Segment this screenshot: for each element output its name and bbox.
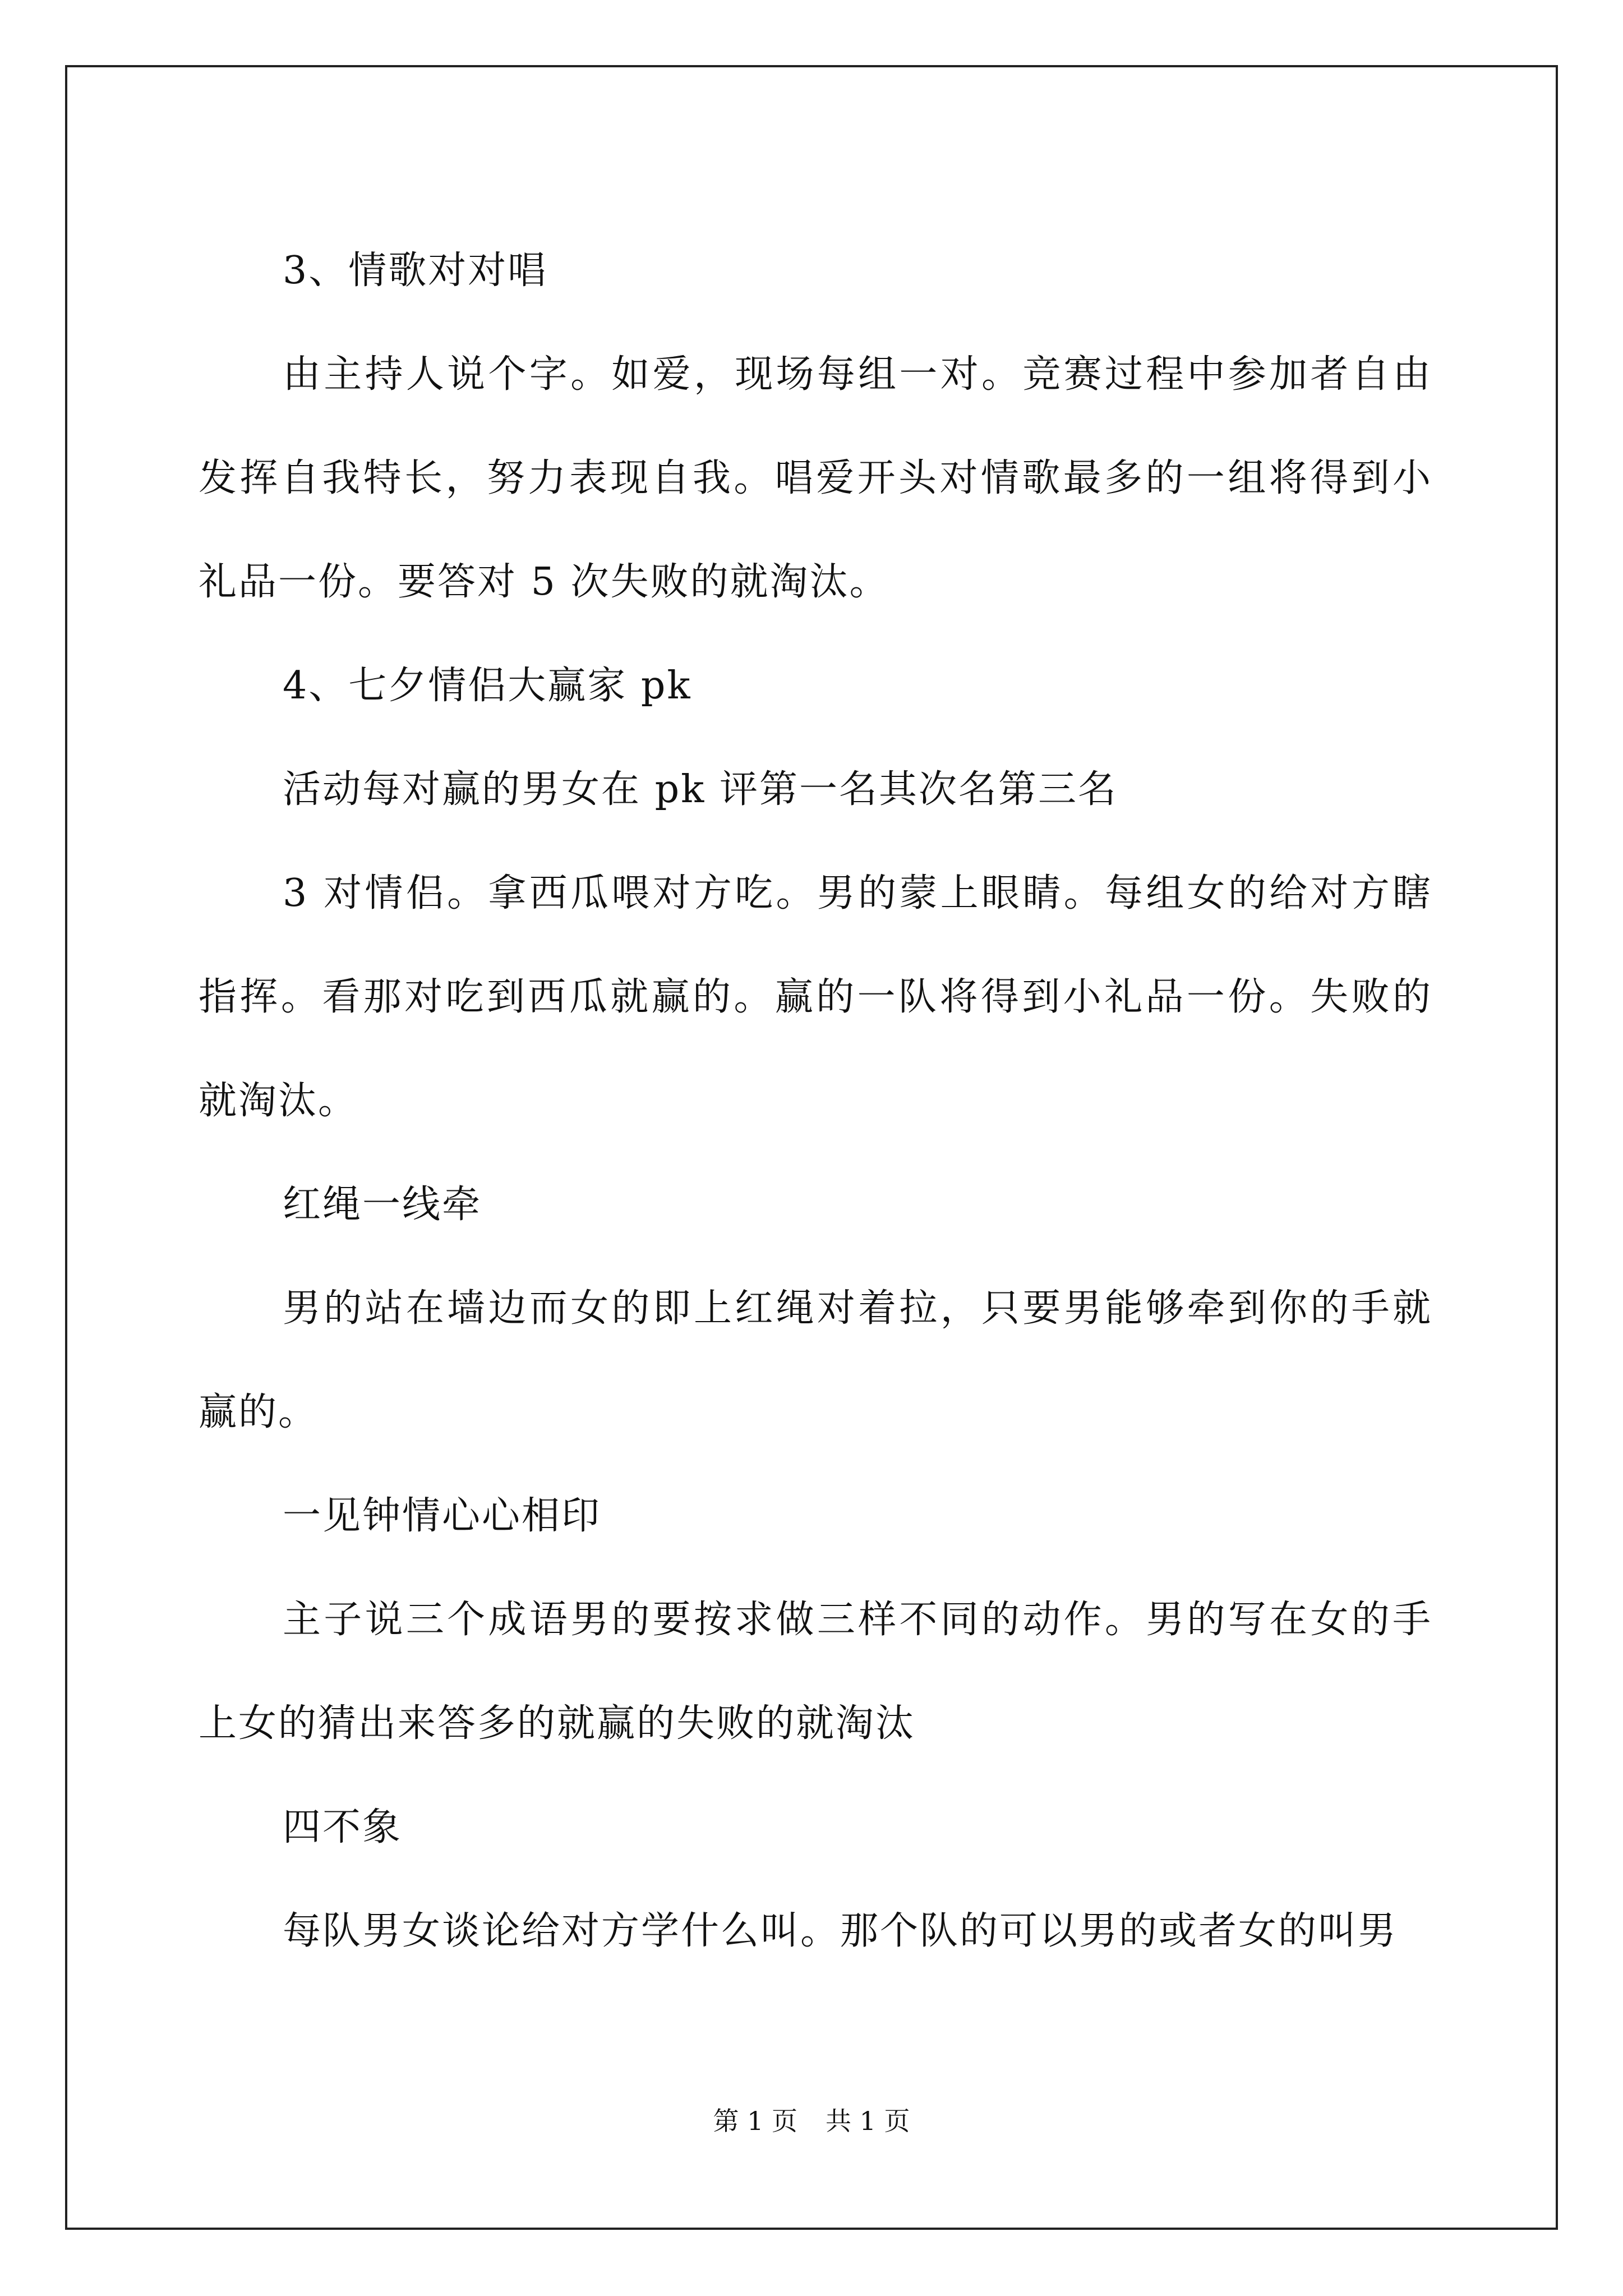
paragraph-pk-ranking: 活动每对赢的男女在 pk 评第一名其次名第三名: [283, 767, 1118, 812]
page-footer: [0, 2101, 1623, 2138]
paragraph-love-song-rules: 由主持人说个字。如爱，现场每组一对。竞赛过程中参加者自由发挥自我特长，努力表现自我。唱爱开头对情歌最多的一组将得到小礼品一份。要答对 5 次失败的就淘汰。: [199, 352, 1432, 604]
document-body: [199, 219, 1432, 1983]
section-heading-love-at-first-sight: 一见钟情心心相印: [283, 1494, 602, 1538]
section-heading-couple-pk: 4、七夕情侣大赢家 pk: [283, 664, 692, 708]
section-heading-red-rope: 红绳一线牵: [283, 1182, 482, 1227]
section-heading-four-unlike: 四不象: [283, 1805, 403, 1849]
paragraph-watermelon-game: 3 对情侣。拿西瓜喂对方吃。男的蒙上眼睛。每组女的给对方瞎指挥。看那对吃到西瓜就赢的。赢的一队将得到小礼品一份。失败的就淘汰。: [199, 871, 1432, 1123]
paragraph-four-unlike-rules: 每队男女谈论给对方学什么叫。那个队的可以男的或者女的叫男: [283, 1909, 1398, 1953]
paragraph-idiom-game: 主子说三个成语男的要按求做三样不同的动作。男的写在女的手上女的猜出来答多的就赢的失败的就淘汰: [199, 1598, 1432, 1746]
section-heading-love-song-duet: 3、情歌对对唱: [283, 249, 548, 293]
page-number-total: 共 1 页: [826, 2106, 910, 2136]
paragraph-red-rope-rules: 男的站在墙边而女的即上红绳对着拉，只要男能够牵到你的手就赢的。: [199, 1286, 1432, 1434]
page-number-current: 第 1 页: [713, 2106, 797, 2136]
